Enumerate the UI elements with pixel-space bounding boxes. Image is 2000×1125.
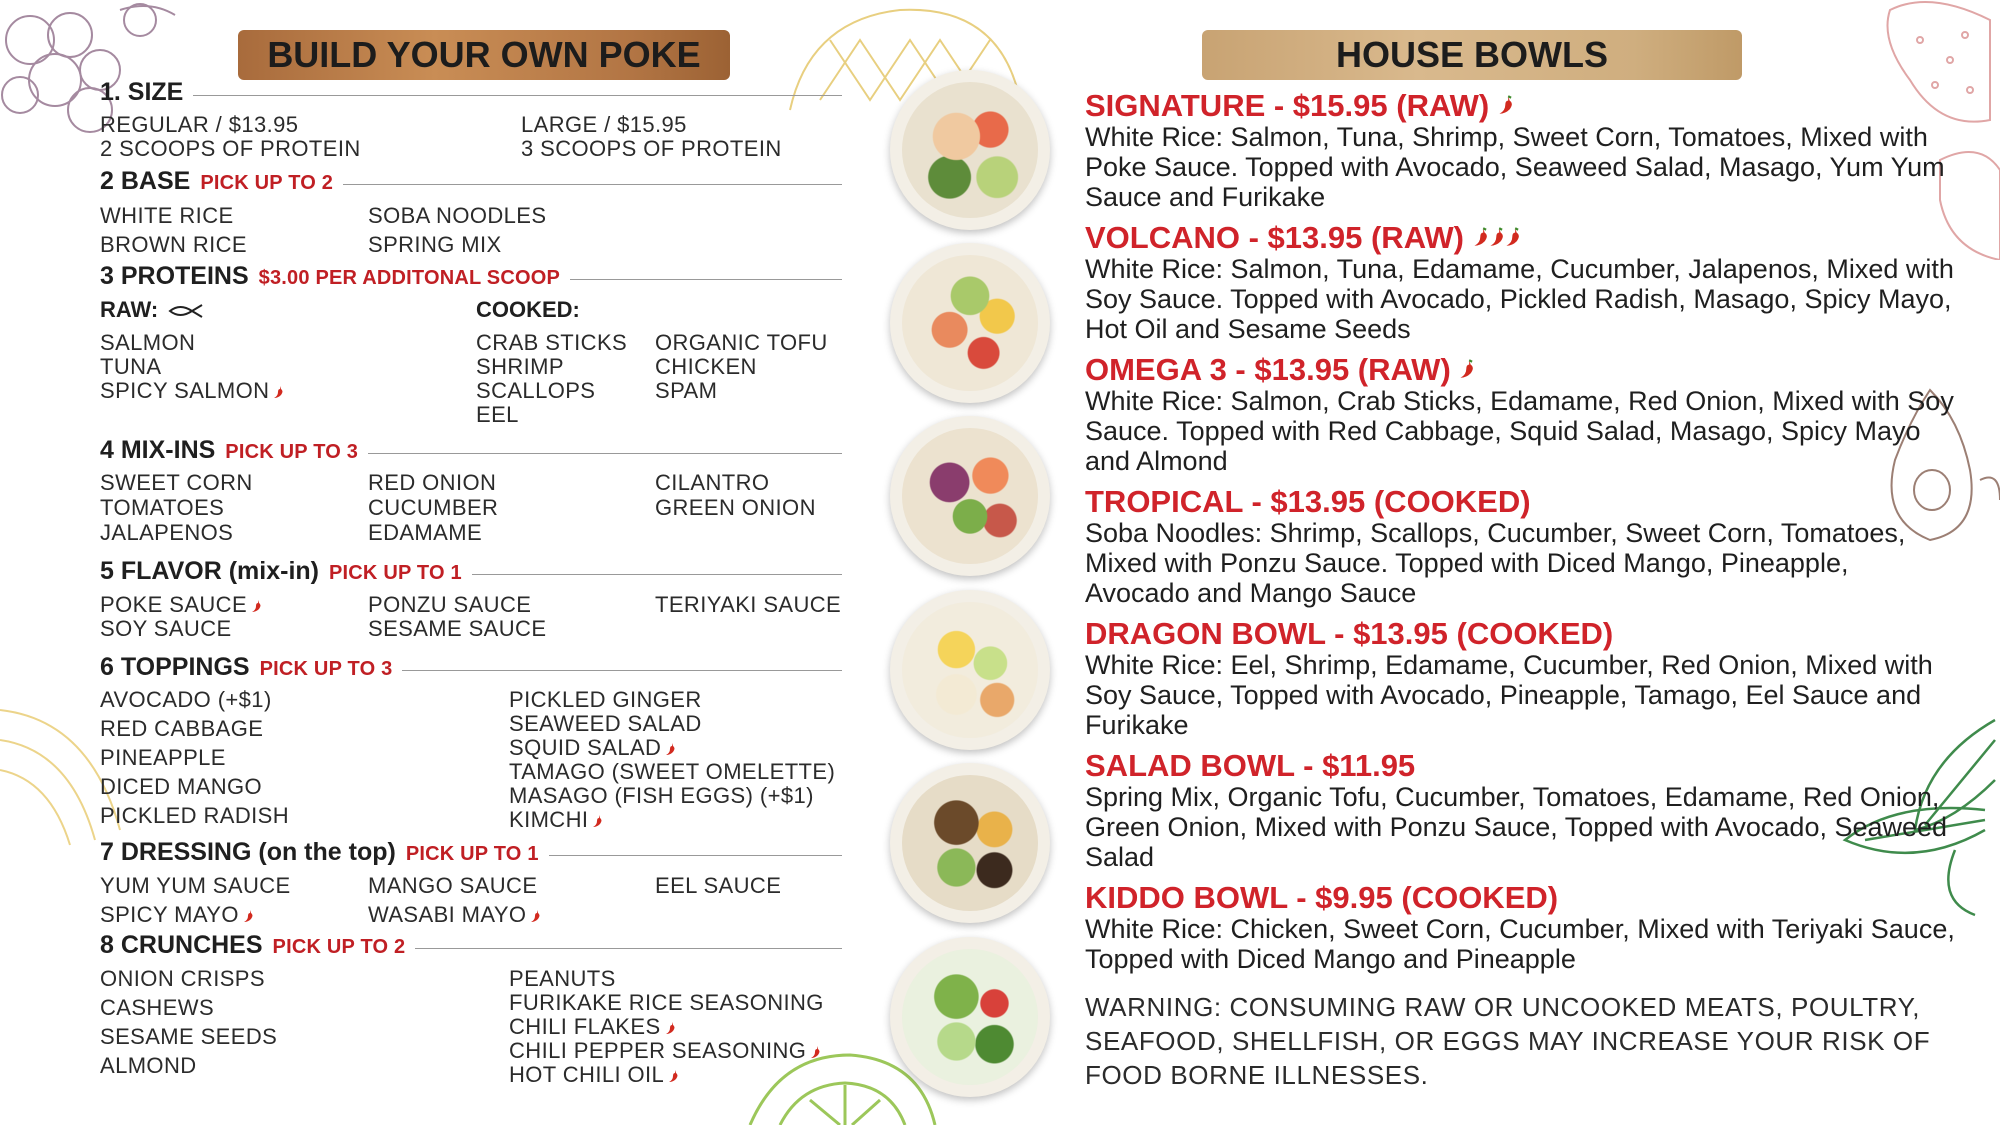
list-item: BROWN RICE	[100, 232, 247, 257]
omega-3-bowl-title: OMEGA 3 - $13.95 (RAW)	[1085, 352, 1475, 388]
size-regular-protein: 2 SCOOPS OF PROTEIN	[100, 136, 361, 161]
house-bowls-banner: HOUSE BOWLS	[1202, 30, 1742, 80]
list-item: PICKLED RADISH	[100, 803, 289, 828]
build-your-own-poke-banner: BUILD YOUR OWN POKE	[238, 30, 730, 80]
list-item: SALMON	[100, 330, 196, 355]
kiddo-bowl-title: KIDDO BOWL - $9.95 (COOKED)	[1085, 880, 1559, 915]
list-item: EDAMAME	[368, 520, 483, 545]
tropical-bowl-description: Soba Noodles: Shrimp, Scallops, Cucumber, Sweet Corn, Tomatoes, Mixed with Ponzu Sauce. Topped with Diced Mango, Pineapple, Avocado and Mango Sauce	[1085, 518, 1906, 608]
list-item: WASABI MAYO	[368, 902, 541, 928]
chili-pepper-icon	[1473, 226, 1489, 248]
dressing-section-header: 7 DRESSING (on the top) PICK UP TO 1	[100, 838, 842, 868]
crunches-section-header: 8 CRUNCHES PICK UP TO 2	[100, 931, 842, 961]
mixins-section-header: 4 MIX-INS PICK UP TO 3	[100, 436, 842, 466]
fish-icon	[168, 303, 204, 319]
cooked-label: COOKED:	[476, 297, 580, 322]
list-item: SOBA NOODLES	[368, 203, 547, 228]
volcano-bowl-title: VOLCANO - $13.95 (RAW)	[1085, 220, 1521, 256]
chili-pepper-icon	[810, 1045, 821, 1059]
list-item: CRAB STICKS	[476, 330, 628, 355]
volcano-bowl-description: White Rice: Salmon, Tuna, Edamame, Cucumber, Jalapenos, Mixed with Soy Sauce. Topped with Avocado, Pickled Radish, Masago, Spicy Mayo, Hot Oil and Sesame Seeds	[1085, 254, 1954, 344]
list-item: YUM YUM SAUCE	[100, 873, 291, 898]
list-item: SWEET CORN	[100, 470, 253, 495]
list-item: CHICKEN	[655, 354, 757, 379]
chili-pepper-icon	[665, 1021, 676, 1035]
list-item: KIMCHI	[509, 807, 603, 833]
size-large-protein: 3 SCOOPS OF PROTEIN	[521, 136, 782, 161]
list-item: PEANUTS	[509, 966, 616, 991]
list-item: CHILI FLAKES	[509, 1014, 676, 1040]
list-item: SEAWEED SALAD	[509, 711, 702, 736]
chili-pepper-icon	[665, 742, 676, 756]
list-item: AVOCADO (+$1)	[100, 687, 272, 712]
salad-bowl-photo	[890, 937, 1050, 1097]
list-item: GREEN ONION	[655, 495, 816, 520]
list-item: TAMAGO (SWEET OMELETTE)	[509, 759, 836, 784]
chili-pepper-icon	[1498, 94, 1514, 116]
salad-bowl-description: Spring Mix, Organic Tofu, Cucumber, Tomatoes, Edamame, Red Onion, Green Onion, Mixed with Ponzu Sauce, Topped with Avocado, Seaweed Salad	[1085, 782, 1948, 872]
list-item: RED CABBAGE	[100, 716, 264, 741]
raw-food-warning: WARNING: CONSUMING RAW OR UNCOOKED MEATS, POULTRY, SEAFOOD, SHELLFISH, OR EGGS MAY INCREASE YOUR RISK OF FOOD BORNE ILLNESSES.	[1085, 992, 1931, 1090]
tropical-bowl-photo	[890, 590, 1050, 750]
list-item: SESAME SEEDS	[100, 1024, 278, 1049]
signature-bowl-photo	[890, 70, 1050, 230]
chili-pepper-icon	[251, 599, 262, 613]
list-item: SPRING MIX	[368, 232, 502, 257]
list-item: CASHEWS	[100, 995, 215, 1020]
list-item: FURIKAKE RICE SEASONING	[509, 990, 824, 1015]
chili-pepper-icon	[1489, 226, 1505, 248]
list-item: ORGANIC TOFU	[655, 330, 828, 355]
list-item: PINEAPPLE	[100, 745, 226, 770]
list-item: EEL	[476, 402, 519, 427]
list-item: PICKLED GINGER	[509, 687, 702, 712]
base-section-header: 2 BASE PICK UP TO 2	[100, 167, 842, 197]
list-item: WHITE RICE	[100, 203, 234, 228]
size-regular-price: REGULAR / $13.95	[100, 112, 299, 137]
list-item: HOT CHILI OIL	[509, 1062, 679, 1088]
chili-pepper-icon	[1505, 226, 1521, 248]
volcano-bowl-photo	[890, 243, 1050, 403]
toppings-section-header: 6 TOPPINGS PICK UP TO 3	[100, 653, 842, 683]
list-item: CILANTRO	[655, 470, 770, 495]
size-large-price: LARGE / $15.95	[521, 112, 687, 137]
list-item: SCALLOPS	[476, 378, 596, 403]
chili-pepper-icon	[273, 385, 284, 399]
signature-bowl-title: SIGNATURE - $15.95 (RAW)	[1085, 88, 1514, 124]
list-item: TOMATOES	[100, 495, 225, 520]
dragon-bowl-title: DRAGON BOWL - $13.95 (COOKED)	[1085, 616, 1614, 651]
list-item: RED ONION	[368, 470, 497, 495]
chili-pepper-icon	[1459, 358, 1475, 380]
list-item: JALAPENOS	[100, 520, 234, 545]
list-item: SOY SAUCE	[100, 616, 232, 641]
list-item: ONION CRISPS	[100, 966, 265, 991]
list-item: EEL SAUCE	[655, 873, 782, 898]
list-item: SPICY MAYO	[100, 902, 254, 928]
chili-pepper-icon	[668, 1069, 679, 1083]
omega-3-bowl-description: White Rice: Salmon, Crab Sticks, Edamame, Red Onion, Mixed with Soy Sauce. Topped with Red Cabbage, Squid Salad, Masago, Spicy Mayo and Almond	[1085, 386, 1954, 476]
list-item: SPICY SALMON	[100, 378, 284, 404]
list-item: POKE SAUCE	[100, 592, 262, 618]
list-item: PONZU SAUCE	[368, 592, 532, 617]
chili-pepper-icon	[592, 814, 603, 828]
signature-bowl-description: White Rice: Salmon, Tuna, Shrimp, Sweet Corn, Tomatoes, Mixed with Poke Sauce. Topped with Avocado, Seaweed Salad, Masago, Yum Yum Sauce and Furikake	[1085, 122, 1945, 212]
dragon-bowl-description: White Rice: Eel, Shrimp, Edamame, Cucumber, Red Onion, Mixed with Soy Sauce, Topped with Avocado, Pineapple, Tamago, Eel Sauce and Furikake	[1085, 650, 1933, 740]
omega-3-bowl-photo	[890, 416, 1050, 576]
chili-pepper-icon	[530, 909, 541, 923]
raw-label: RAW:	[100, 297, 204, 323]
list-item: TUNA	[100, 354, 162, 379]
list-item: SQUID SALAD	[509, 735, 676, 761]
list-item: CUCUMBER	[368, 495, 499, 520]
list-item: MANGO SAUCE	[368, 873, 538, 898]
size-section-header: 1. SIZE	[100, 78, 842, 108]
list-item: ALMOND	[100, 1053, 197, 1078]
list-item: CHILI PEPPER SEASONING	[509, 1038, 821, 1064]
chili-pepper-icon	[243, 909, 254, 923]
list-item: DICED MANGO	[100, 774, 263, 799]
salad-bowl-title: SALAD BOWL - $11.95	[1085, 748, 1416, 783]
tropical-bowl-title: TROPICAL - $13.95 (COOKED)	[1085, 484, 1531, 519]
list-item: TERIYAKI SAUCE	[655, 592, 842, 617]
list-item: MASAGO (FISH EGGS) (+$1)	[509, 783, 814, 808]
proteins-section-header: 3 PROTEINS $3.00 PER ADDITONAL SCOOP	[100, 262, 842, 292]
flavor-section-header: 5 FLAVOR (mix-in) PICK UP TO 1	[100, 557, 842, 587]
list-item: SESAME SAUCE	[368, 616, 547, 641]
list-item: SPAM	[655, 378, 718, 403]
dragon-bowl-photo	[890, 763, 1050, 923]
kiddo-bowl-description: White Rice: Chicken, Sweet Corn, Cucumber, Mixed with Teriyaki Sauce, Topped with Diced Mango and Pineapple	[1085, 914, 1955, 974]
list-item: SHRIMP	[476, 354, 564, 379]
